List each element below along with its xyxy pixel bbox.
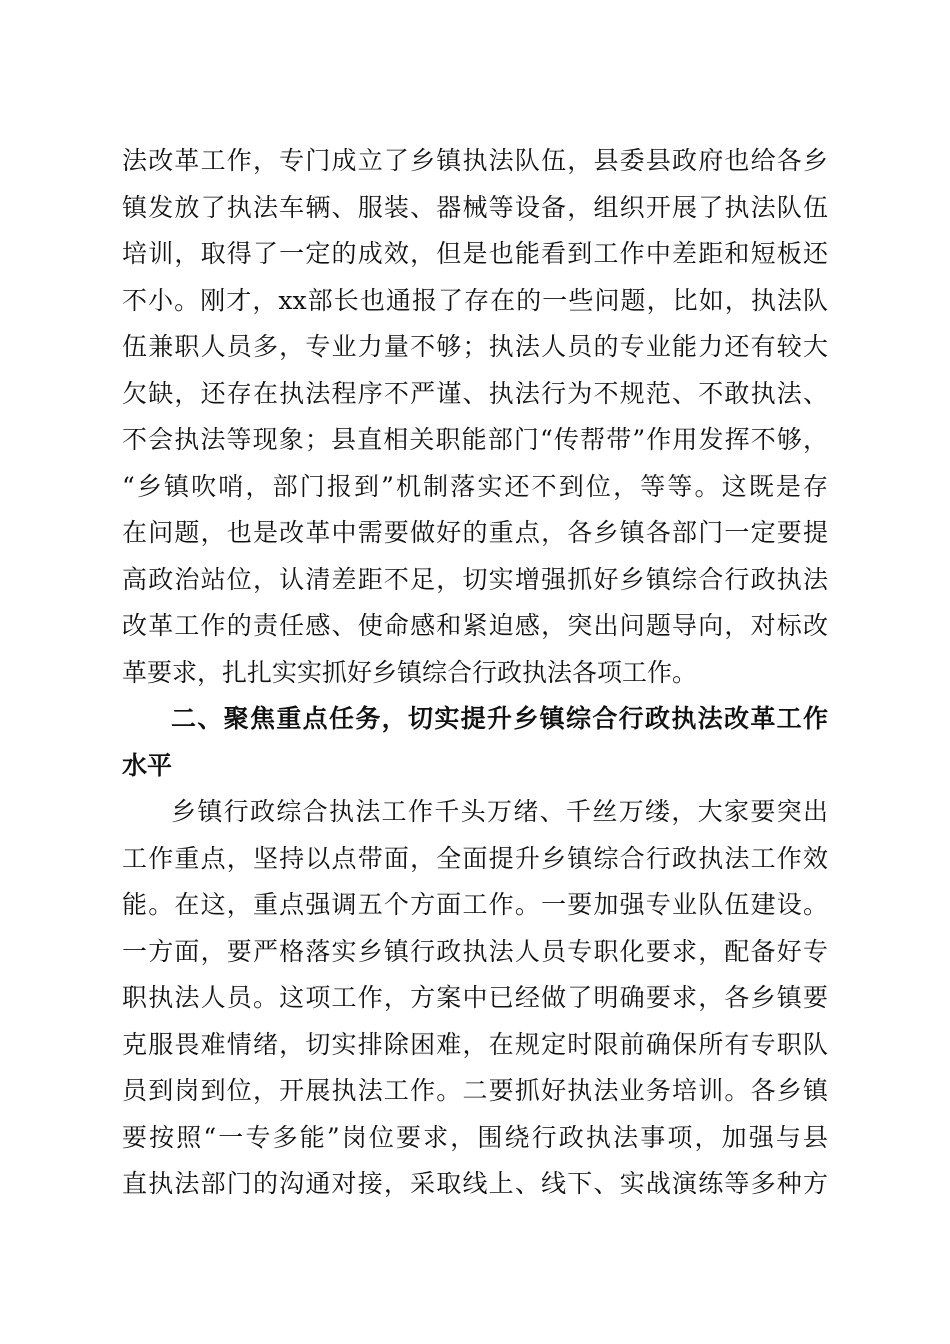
text-line: 乡镇行政综合执法工作千头万绪、千丝万缕，大家要突出 [171, 797, 828, 826]
text-line: 不会执法等现象；县直相关职能部门“传帮带”作用发挥不够， [122, 425, 828, 454]
text-line: 法改革工作，专门成立了乡镇执法队伍，县委县政府也给各乡 [122, 146, 828, 175]
section-heading: 水平 [122, 751, 173, 780]
text-line: 职执法人员。这项工作，方案中已经做了明确要求，各乡镇要 [122, 983, 828, 1012]
text-line: 在问题，也是改革中需要做好的重点，各乡镇各部门一定要提 [122, 518, 828, 547]
text-line: 革要求，扎扎实实抓好乡镇综合行政执法各项工作。 [122, 658, 698, 687]
text-line: 培训，取得了一定的成效，但是也能看到工作中差距和短板还 [122, 239, 828, 268]
text-line: 工作重点，坚持以点带面，全面提升乡镇综合行政执法工作效 [122, 844, 828, 873]
text-line: 改革工作的责任感、使命感和紧迫感，突出问题导向，对标改 [122, 611, 828, 640]
text-line: 一方面，要严格落实乡镇行政执法人员专职化要求，配备好专 [122, 937, 828, 966]
text-line: 克服畏难情绪，切实排除困难，在规定时限前确保所有专职队 [122, 1030, 828, 1059]
text-line: 不小。刚才，xx部长也通报了存在的一些问题，比如，执法队 [122, 286, 828, 315]
text-line: 高政治站位，认清差距不足，切实增强抓好乡镇综合行政执法 [122, 565, 828, 594]
section-heading: 二、聚焦重点任务，切实提升乡镇综合行政执法改革工作 [171, 704, 828, 733]
text-line: 员到岗到位，开展执法工作。二要抓好执法业务培训。各乡镇 [122, 1076, 828, 1105]
text-line: 能。在这，重点强调五个方面工作。一要加强专业队伍建设。 [122, 890, 828, 919]
text-line: 直执法部门的沟通对接，采取线上、线下、实战演练等多种方 [122, 1169, 828, 1198]
text-line: 伍兼职人员多，专业力量不够；执法人员的专业能力还有较大 [122, 332, 828, 361]
text-line: 要按照“一专多能”岗位要求，围绕行政执法事项，加强与县 [122, 1123, 828, 1152]
text-line: 欠缺，还存在执法程序不严谨、执法行为不规范、不敢执法、 [122, 379, 828, 408]
text-line: “乡镇吹哨，部门报到”机制落实还不到位，等等。这既是存 [122, 472, 828, 501]
text-line: 镇发放了执法车辆、服装、器械等设备，组织开展了执法队伍 [122, 193, 828, 222]
